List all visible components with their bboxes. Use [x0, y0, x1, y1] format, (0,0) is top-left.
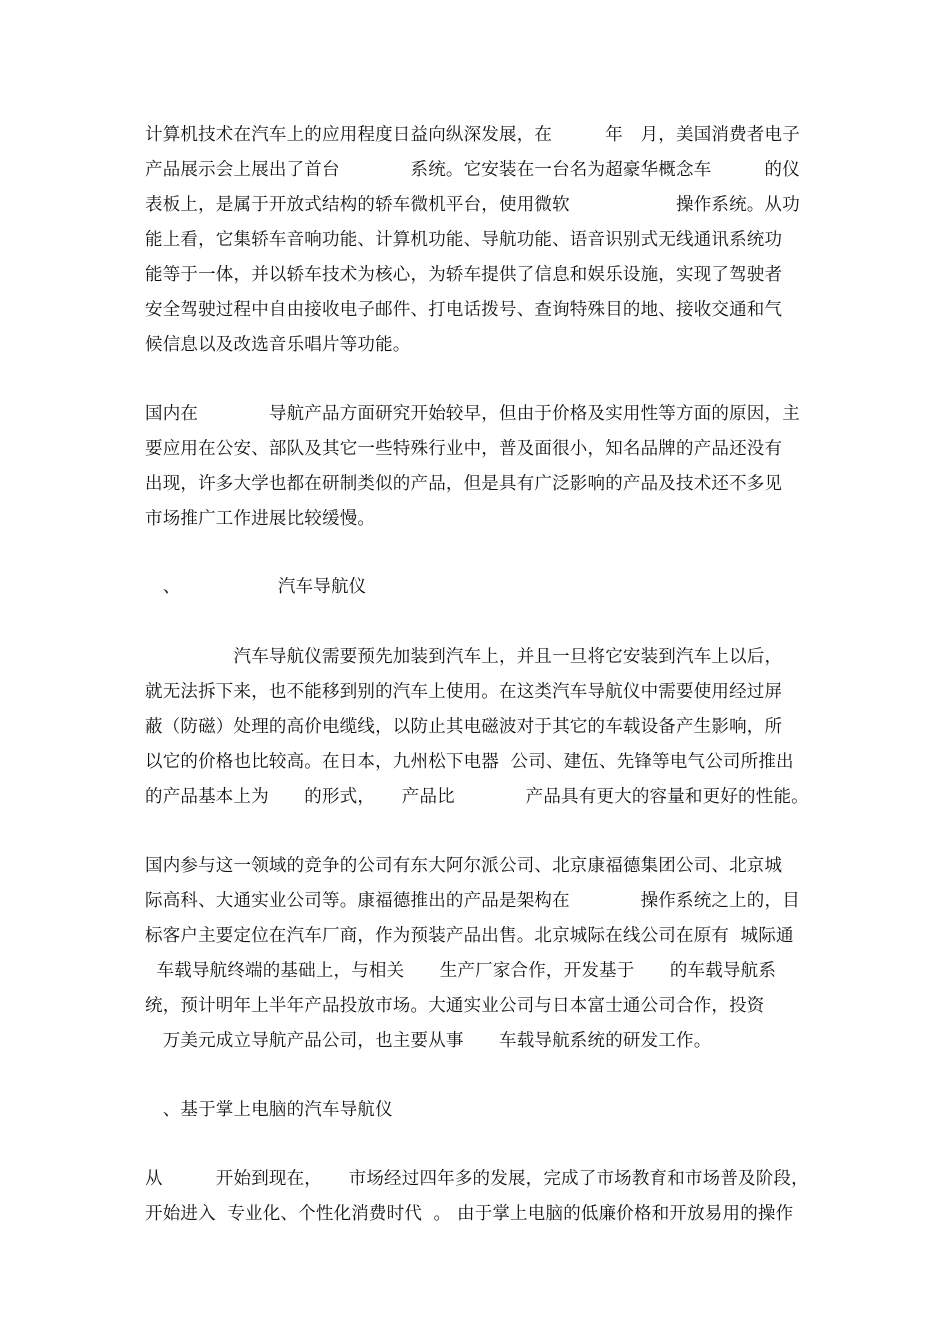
paragraph-4-line-5: 统，预计明年上半年产品投放市场。大通实业公司与日本富士通公司合作，投资	[145, 996, 765, 1016]
paragraph-5-line-1: 从 开始到现在， 市场经过四年多的发展，完成了市场教育和市场普及阶段，	[145, 1169, 809, 1189]
paragraph-4-line-3: 标客户主要定位在汽车厂商，作为预装产品出售。北京城际在线公司在原有 城际通	[145, 926, 794, 946]
paragraph-1-line-7: 候信息以及改选音乐唱片等功能。	[145, 335, 411, 355]
paragraph-4-line-1: 国内参与这一领域的竞争的公司有东大阿尔派公司、北京康福德集团公司、北京城	[145, 856, 783, 876]
paragraph-3-line-2: 就无法拆下来，也不能移到别的汽车上使用。在这类汽车导航仪中需要使用经过屏	[145, 682, 783, 702]
paragraph-3-line-3: 蔽（防磁）处理的高价电缆线，以防止其电磁波对于其它的车载设备产生影响，所	[145, 717, 783, 737]
paragraph-1-line-3: 表板上，是属于开放式结构的轿车微机平台，使用微软 操作系统。从功	[145, 195, 800, 215]
paragraph-2-line-4: 市场推广工作进展比较缓慢。	[145, 509, 376, 529]
paragraph-5-line-2: 开始进入 专业化、个性化消费时代 。 由于掌上电脑的低廉价格和开放易用的操作	[145, 1204, 794, 1224]
paragraph-4-line-4: 车载导航终端的基础上，与相关 生产厂家合作，开发基于 的车载导航系	[145, 961, 777, 981]
paragraph-4-line-6: 万美元成立导航产品公司，也主要从事 车载导航系统的研发工作。	[145, 1031, 712, 1051]
section-heading-1: 、 汽车导航仪	[145, 577, 367, 597]
paragraph-2-line-2: 要应用在公安、部队及其它一些特殊行业中，普及面很小，知名品牌的产品还没有	[145, 439, 783, 459]
paragraph-4-line-2: 际高科、大通实业公司等。康福德推出的产品是架构在 操作系统之上的，目	[145, 891, 800, 911]
section-heading-2: 、基于掌上电脑的汽车导航仪	[145, 1100, 393, 1120]
paragraph-1-line-6: 安全驾驶过程中自由接收电子邮件、打电话拨号、查询特殊目的地、接收交通和气	[145, 300, 783, 320]
paragraph-3-line-5: 的产品基本上为 的形式， 产品比 产品具有更大的容量和更好的性能。	[145, 787, 809, 807]
paragraph-2-line-3: 出现，许多大学也都在研制类似的产品，但是具有广泛影响的产品及技术还不多见	[145, 474, 783, 494]
paragraph-1-line-5: 能等于一体，并以轿车技术为核心，为轿车提供了信息和娱乐设施，实现了驾驶者	[145, 265, 783, 285]
paragraph-1-line-1: 计算机技术在汽车上的应用程度日益向纵深发展，在 年 月，美国消费者电子	[145, 125, 800, 145]
paragraph-2-line-1: 国内在 导航产品方面研究开始较早，但由于价格及实用性等方面的原因，主	[145, 404, 800, 424]
paragraph-1-line-4: 能上看，它集轿车音响功能、计算机功能、导航功能、语音识别式无线通讯系统功	[145, 230, 783, 250]
paragraph-3-line-4: 以它的价格也比较高。在日本，九州松下电器 公司、建伍、先锋等电气公司所推出	[145, 752, 794, 772]
paragraph-1-line-2: 产品展示会上展出了首台 系统。它安装在一台名为超豪华概念车 的仪	[145, 160, 800, 180]
paragraph-3-line-1: 汽车导航仪需要预先加装到汽车上，并且一旦将它安装到汽车上以后，	[145, 647, 783, 667]
